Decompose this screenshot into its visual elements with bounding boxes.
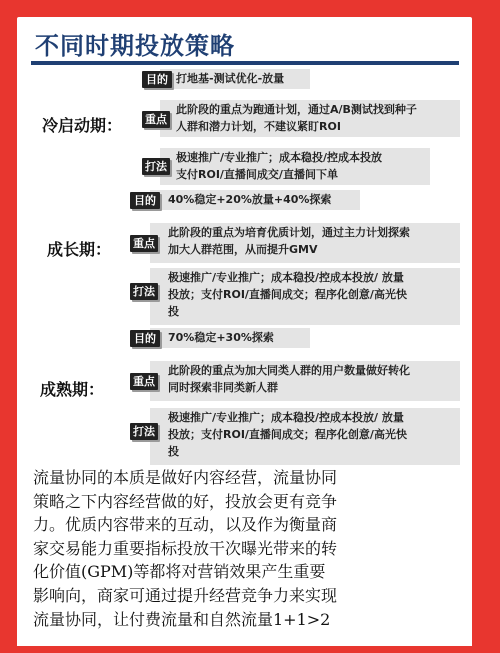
tag-goal: 目的 xyxy=(130,192,160,209)
tag-focus: 重点 xyxy=(130,373,158,390)
page-title: 不同时期投放策略 xyxy=(35,32,235,60)
row-text: 极速推广/专业推广；成本稳投/控成本投放/ 放量 xyxy=(168,411,404,424)
row-text: 同时探索非同类新人群 xyxy=(168,381,278,394)
tag-tactic: 打法 xyxy=(142,158,170,175)
tag-tactic: 打法 xyxy=(130,283,158,300)
tag-goal: 目的 xyxy=(142,71,172,88)
summary-line: 流量协同，让付费流量和自然流量1+1>2 xyxy=(33,609,331,629)
tag-focus: 重点 xyxy=(130,235,158,252)
phase-label-growth: 成长期： xyxy=(47,240,112,259)
row-text: 投放；支付ROI/直播间成交；程序化创意/高光快 xyxy=(168,428,407,441)
row-text: 投放；支付ROI/直播间成交；程序化创意/高光快 xyxy=(168,288,407,301)
summary-line: 影响向，商家可通过提升经营竞争力来实现 xyxy=(33,585,338,605)
summary-line: 力。优质内容带来的互动，以及作为衡量商 xyxy=(33,515,338,535)
phase-label-cold-start: 冷启动期： xyxy=(42,116,123,135)
tag-focus: 重点 xyxy=(142,111,170,128)
summary-line: 家交易能力重要指标投放干次曝光带来的转 xyxy=(33,538,338,558)
summary-line: 流量协同的本质是做好内容经营，流量协同 xyxy=(33,468,338,487)
phase-label-mature: 成熟期： xyxy=(40,380,105,399)
summary-line: 化价值(GPM)等都将对营销效果产生重要 xyxy=(33,562,326,582)
row-text: 极速推广/专业推广；成本稳投/控成本投放/ 放量 xyxy=(168,271,404,284)
row-text: 此阶段的重点为跑通计划，通过A/B测试找到种子 xyxy=(176,103,417,116)
row-text: 此阶段的重点为培育优质计划，通过主力计划探索 xyxy=(168,226,410,239)
row-text: 此阶段的重点为加大同类人群的用户数量做好转化 xyxy=(168,364,410,377)
row-text: 极速推广/专业推广；成本稳投/控成本投放 xyxy=(176,151,383,164)
row-text: 40%稳定+20%放量+40%探索 xyxy=(168,193,332,206)
row-text: 70%稳定+30%探索 xyxy=(168,331,274,344)
row-text: 打地基-测试优化-放量 xyxy=(176,72,285,85)
row-text: 加大人群范围，从而提升GMV xyxy=(168,243,318,256)
summary-paragraph xyxy=(33,466,473,631)
tag-goal: 目的 xyxy=(130,330,160,347)
tag-tactic: 打法 xyxy=(130,423,158,440)
row-text: 投 xyxy=(168,305,179,318)
row-text: 人群和潜力计划，不建议紧盯ROI xyxy=(176,120,341,133)
summary-line: 策略之下内容经营做的好，投放会更有竞争 xyxy=(33,491,338,511)
title-underline xyxy=(31,61,459,65)
row-text: 支付ROI/直播间成交/直播间下单 xyxy=(176,168,338,181)
row-text: 投 xyxy=(168,445,179,458)
